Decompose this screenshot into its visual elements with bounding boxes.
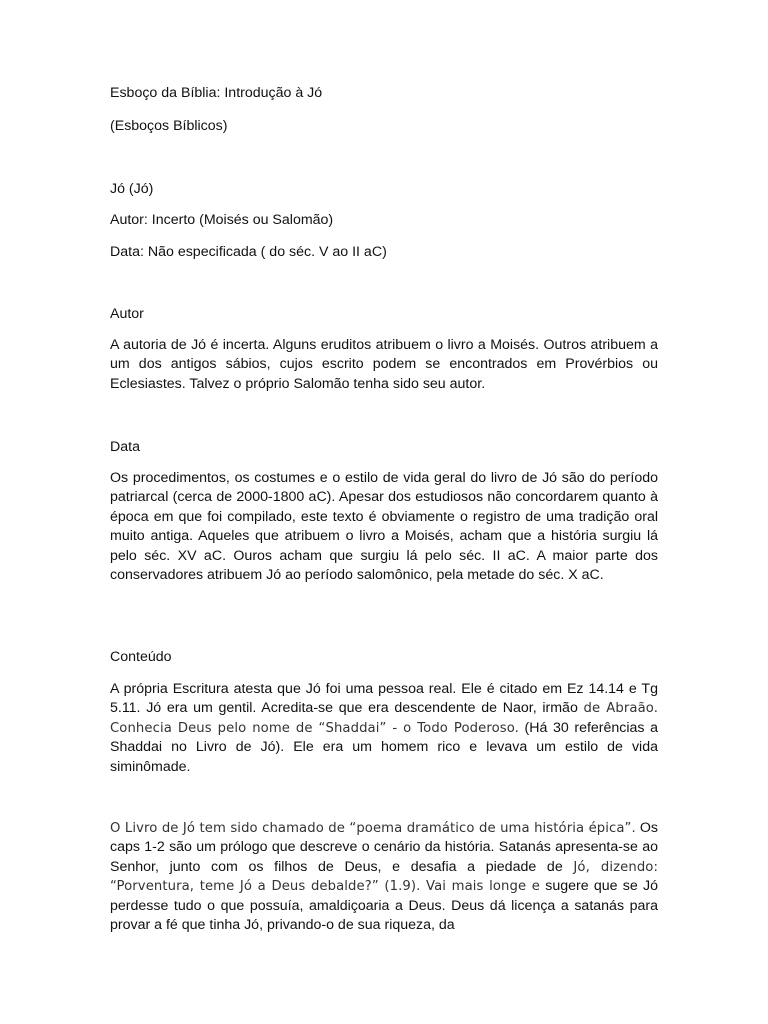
conteudo-p2-part1: O Livro de Jó tem sido chamado de “poema dramático de uma história épica”. [110,821,636,836]
document-title: Esboço da Bíblia: Introdução à Jó [110,85,323,101]
conteudo-p1-part1: A própria Escritura atesta que Jó foi uma pessoa real. Ele é citado em Ez 14.14 e Tg 5.11. Jó era um gentil. Acredita-se que era descendente de Naor, irmão [110,681,658,717]
conteudo-paragraph-2 [110,819,658,935]
document-subtitle: (Esboços Bíblicos) [110,118,228,134]
conteudo-paragraph-1 [110,680,658,777]
section-heading-autor: Autor [110,306,144,322]
section-heading-data: Data [110,439,140,455]
section-text-autor: A autoria de Jó é incerta. Alguns eruditos atribuem o livro a Moisés. Outros atribuem a um dos antigos sábios, cujos escrito podem se encontrados em Provérbios ou Eclesiastes. Talvez o próprio Salomão tenha sido seu autor. [110,337,658,392]
conteudo-p2-part3: Jó, dizendo: “Porventura, teme Jó a Deus debalde?” (1.9). Vai mais longe e [110,859,658,895]
conteudo-p1-part3: (Há 30 referências a Shaddai no Livro de Jó). Ele era um homem rico e levava um estilo de vida siminômade. [110,719,658,775]
section-text-data: Os procedimentos, os costumes e o estilo de vida geral do livro de Jó são do período patriarcal (cerca de 2000-1800 aC). Apesar dos estudiosos não concordarem quanto à época em que foi compilado, este texto é obviamente o registro de uma tradição oral muito antiga. Aqueles que atribuem o livro a Moisés, acham que a história surgiu lá pelo séc. XV aC. Ouros acham que surgiu lá pelo séc. II aC. A maior parte dos conservadores atribuem Jó ao período salomônico, pela metade do séc. X aC. [110,470,658,584]
author-line: Autor: Incerto (Moisés ou Salomão) [110,212,334,228]
book-name: Jó (Jó) [110,181,154,197]
conteudo-p2-part2: Os caps 1-2 são um prólogo que descreve o cenário da história. Satanás apresenta-se ao Senhor, junto com os filhos de Deus, e desafia a piedade de [110,820,658,875]
conteudo-p1-part2: de Abraão. Conhecia Deus pelo nome de “Shaddai” - o Todo Poderoso. [110,701,658,736]
section-heading-conteudo: Conteúdo [110,649,172,665]
conteudo-p2-part4: sugere que se Jó perdesse tudo o que possuía, amaldiçoaria a Deus. Deus dá licença a satanás para provar a fé que tinha Jó, privando-o de sua riqueza, da [110,878,658,934]
date-line: Data: Não especificada ( do séc. V ao II aC) [110,244,387,260]
